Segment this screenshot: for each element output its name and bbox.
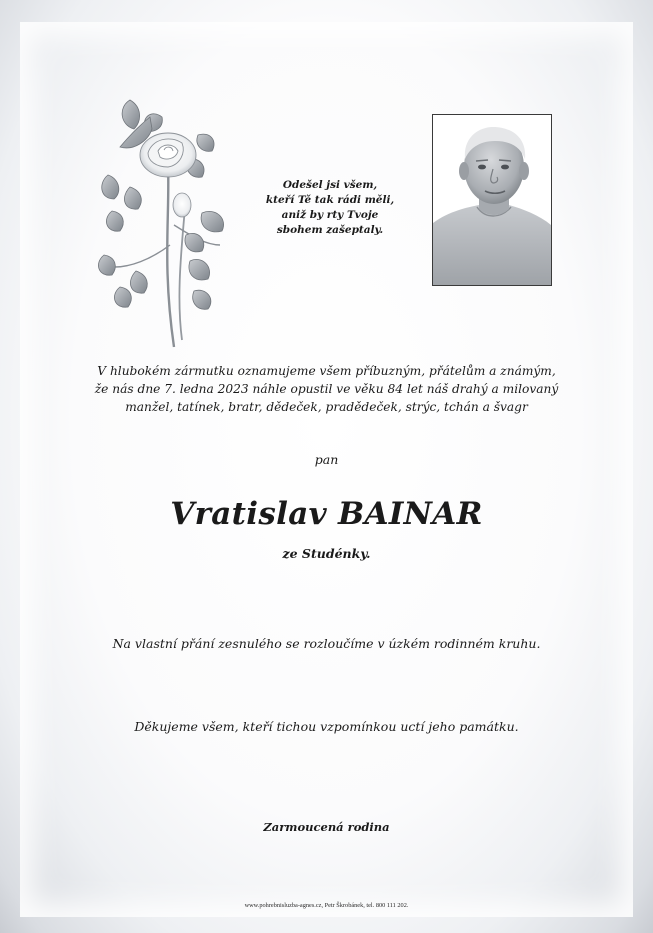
portrait-icon <box>433 115 551 285</box>
honorific: pan <box>314 452 339 467</box>
announcement-line: V hlubokém zármutku oznamujeme všem příbuzným, přátelům a známým, <box>97 364 556 378</box>
poem-line: kteří Tě tak rádi měli, <box>265 194 395 206</box>
rose-icon <box>90 95 240 355</box>
poem-line: aniž by rty Tvoje <box>281 209 379 221</box>
announcement-line: že nás dne 7. ledna 2023 náhle opustil ve věku 84 let náš drahý a milovaný <box>94 382 559 396</box>
announcement-line: manžel, tatínek, bratr, dědeček, pradědeček, strýc, tchán a švagr <box>125 400 528 414</box>
funeral-notice: Na vlastní přání zesnulého se rozloučíme v úzkém rodinném kruhu. <box>112 636 541 651</box>
poem-line: sbohem zašeptaly. <box>276 224 384 236</box>
origin-place: ze Studénky. <box>282 546 371 561</box>
poem-line: Odešel jsi všem, <box>282 179 378 191</box>
funeral-service-footer: www.pohrebnisluzba-agnes.cz, Petr Škrobánek, tel. 800 111 202. <box>244 902 409 909</box>
announcement-text <box>60 362 593 416</box>
deceased-name: Vratislav BAINAR <box>170 496 483 532</box>
portrait-photo <box>432 114 552 286</box>
family-signature: Zarmoucená rodina <box>263 820 390 834</box>
thanks-text: Děkujeme všem, kteří tichou vzpomínkou uctí jeho památku. <box>134 719 519 734</box>
poem <box>250 178 410 238</box>
